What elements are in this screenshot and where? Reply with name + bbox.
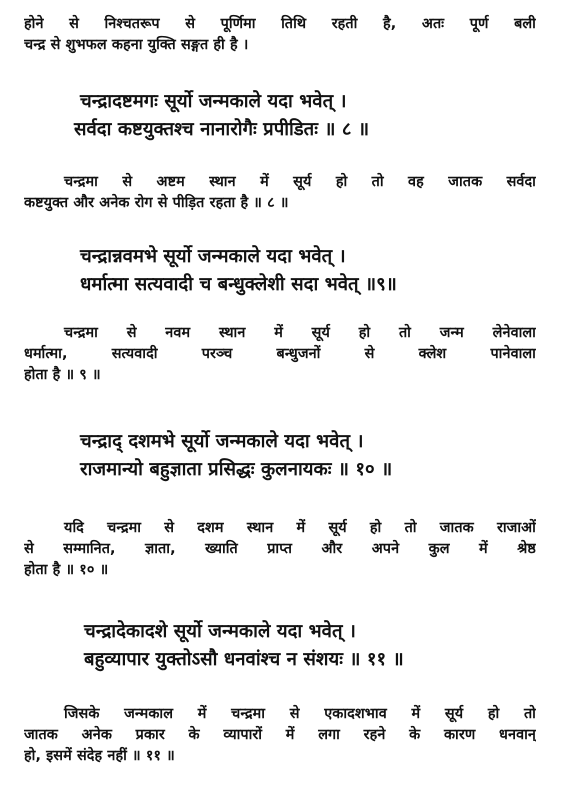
text-line: चन्द्र से शुभफल कहना युक्ति सङ्गत ही है । [24,37,249,53]
meaning-paragraph [24,172,536,214]
verse-line: राजमान्यो बहुज्ञाता प्रसिद्धः कुलनायकः ॥ १० ॥ [80,459,393,480]
verse-line: चन्द्राद् दशमभे सूर्यो जन्मकाले यदा भवेत् । [80,431,364,452]
verse-block [80,243,397,299]
text-line: हो, इसमें संदेह नहीं ॥ ११ ॥ [24,748,175,764]
text-line: धर्मात्मा, सत्यवादी परञ्च बन्धुजनों से क्लेश पानेवाला [24,346,536,362]
meaning-paragraph [24,704,536,767]
meaning-paragraph [24,323,536,386]
verse-block [80,428,392,484]
verse-block [84,618,404,674]
intro-paragraph [24,14,536,56]
text-line: होने से निश्चतरूप से पूर्णिमा तिथि रहती है, अतः पूर्ण बली [24,16,536,32]
text-line: जातक अनेक प्रकार के व्यापारों में लगा रहने के कारण धनवान् [24,727,536,743]
verse-line: चन्द्रादष्टमगः सूर्यो जन्मकाले यदा भवेत् । [80,91,347,112]
text-line: चन्द्रमा से अष्टम स्थान में सूर्य हो तो वह जातक सर्वदा [64,174,536,190]
text-line: से सम्मानित, ज्ञाता, ख्याति प्राप्त और अपने कुल में श्रेष्ठ [24,541,536,557]
text-line: जिसके जन्मकाल में चन्द्रमा से एकादशभाव में सूर्य हो तो [64,706,536,722]
verse-line: चन्द्रादेकादशे सूर्यो जन्मकाले यदा भवेत् । [84,621,356,642]
text-line: होता है ॥ ९ ॥ [24,367,101,383]
verse-line: धर्मात्मा सत्यवादी च बन्धुक्लेशी सदा भवेत् ॥९॥ [80,274,397,295]
verse-line: बहुव्यापार युक्तोऽसौ धनवांश्च न संशयः ॥ ११ ॥ [84,649,404,670]
text-line: कष्टयुक्त और अनेक रोग से पीड़ित रहता है ॥ ८ ॥ [24,195,289,211]
text-line: चन्द्रमा से नवम स्थान में सूर्य हो तो जन्म लेनेवाला [64,325,536,341]
text-line: यदि चन्द्रमा से दशम स्थान में सूर्य हो तो जातक राजाओं [64,520,536,536]
verse-line: सर्वदा कष्टयुक्तश्च नानारोगैः प्रपीडितः ॥ ८ ॥ [74,119,370,140]
meaning-paragraph [24,518,536,581]
verse-block [74,88,370,144]
text-line: होता है ॥ १० ॥ [24,562,109,578]
verse-line: चन्द्रान्नवमभे सूर्यो जन्मकाले यदा भवेत् । [80,246,346,267]
